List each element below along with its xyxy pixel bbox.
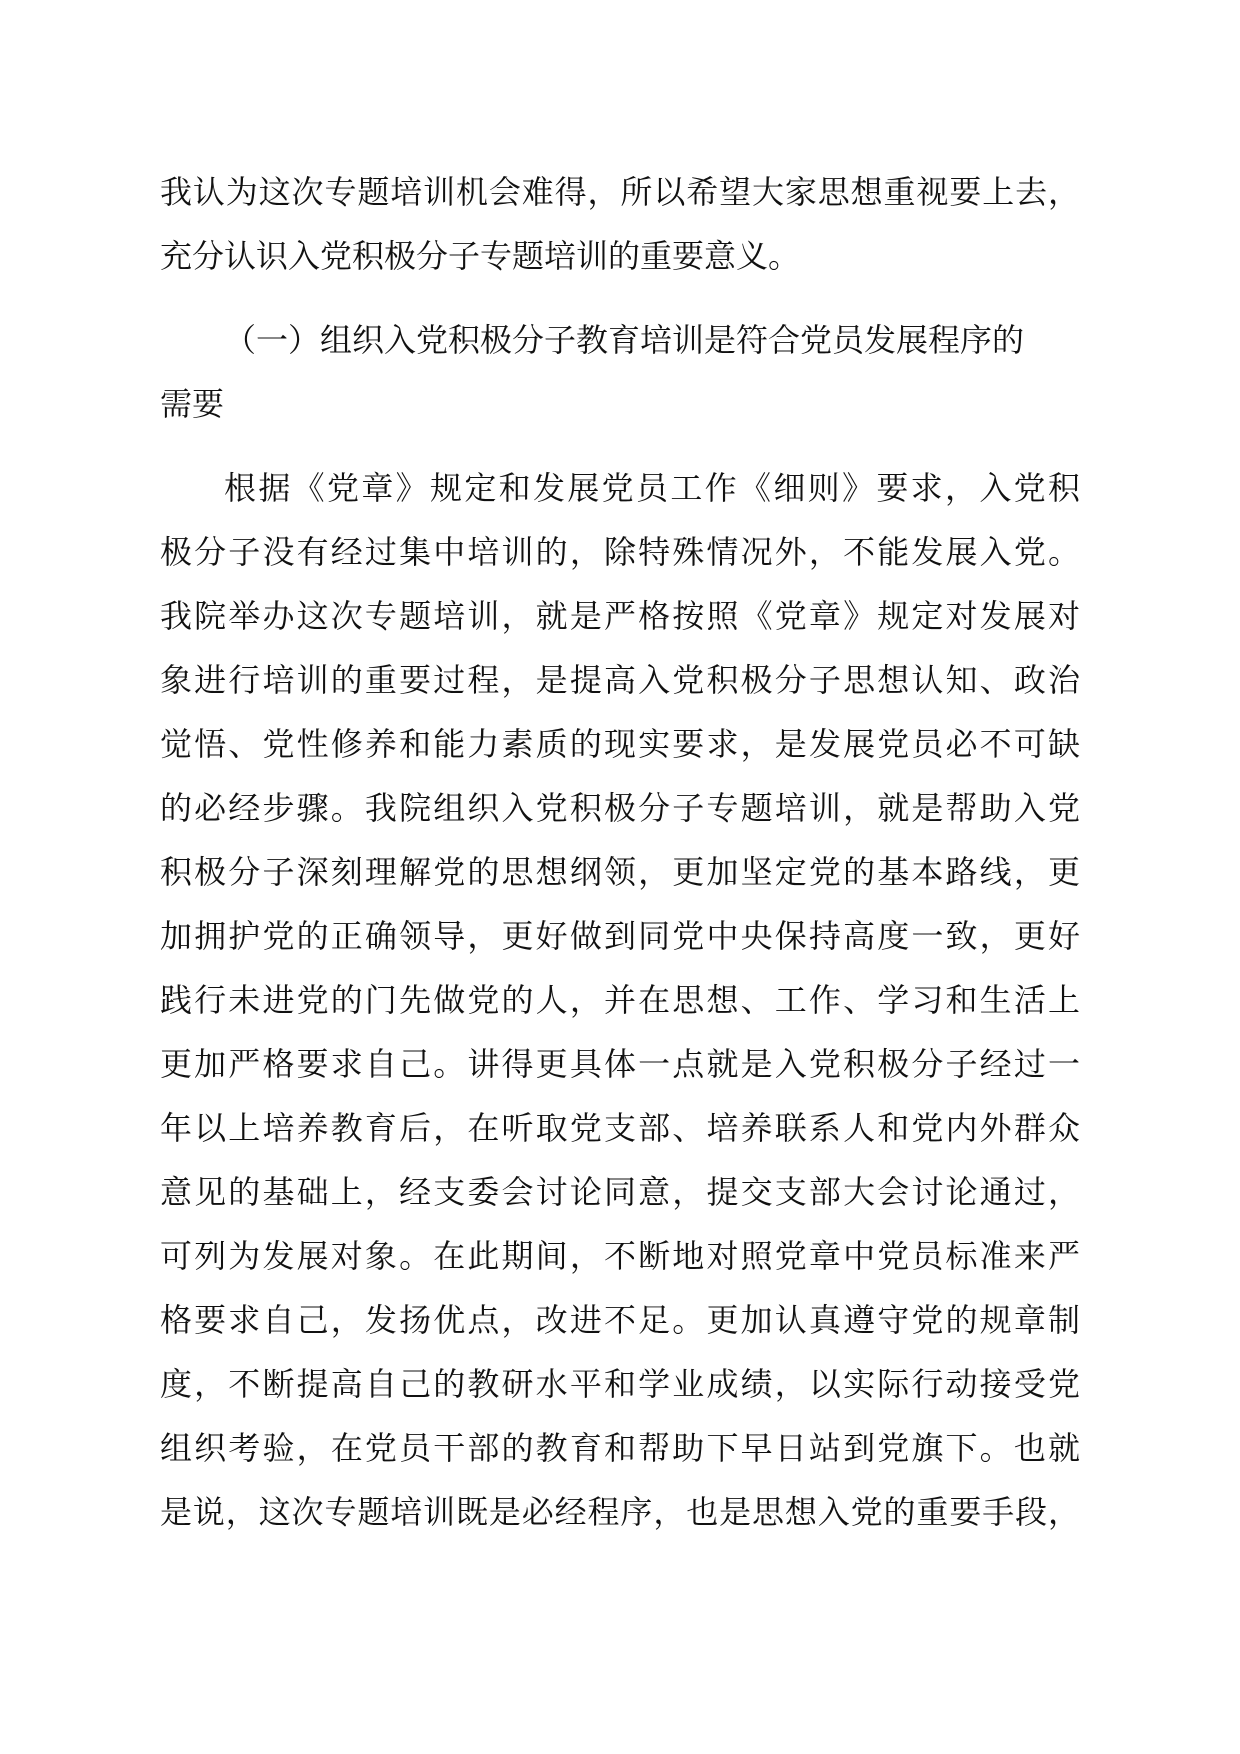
- paragraph-gap: [160, 288, 1080, 308]
- text-line: 觉悟、党性修养和能力素质的现实要求，是发展党员必不可缺: [160, 725, 1080, 763]
- section-heading: [160, 308, 1080, 436]
- text-line: 充分认识入党积极分子专题培训的重要意义。: [160, 237, 801, 275]
- text-line: 践行未进党的门先做党的人，并在思想、工作、学习和生活上: [160, 981, 1080, 1019]
- text-line: 的必经步骤。我院组织入党积极分子专题培训，就是帮助入党: [160, 789, 1080, 827]
- paragraph-body: [160, 456, 1080, 1544]
- text-line: 积极分子深刻理解党的思想纲领，更加坚定党的基本路线，更: [160, 853, 1080, 891]
- text-line: 极分子没有经过集中培训的，除特殊情况外，不能发展入党。: [160, 533, 1080, 571]
- text-line: 格要求自己，发扬优点，改进不足。更加认真遵守党的规章制: [160, 1301, 1080, 1339]
- paragraph-intro: [160, 160, 1080, 288]
- text-line: 是说，这次专题培训既是必经程序，也是思想入党的重要手段，: [160, 1493, 1080, 1531]
- text-line: 度，不断提高自己的教研水平和学业成绩，以实际行动接受党: [160, 1365, 1080, 1403]
- text-line: 年以上培养教育后，在听取党支部、培养联系人和党内外群众: [160, 1109, 1080, 1147]
- text-line: 根据《党章》规定和发展党员工作《细则》要求，入党积: [224, 469, 1080, 507]
- document-body: [160, 160, 1080, 1544]
- text-line: 可列为发展对象。在此期间，不断地对照党章中党员标准来严: [160, 1237, 1080, 1275]
- text-line: 我认为这次专题培训机会难得，所以希望大家思想重视要上去，: [160, 173, 1080, 211]
- text-line: 象进行培训的重要过程，是提高入党积极分子思想认知、政治: [160, 661, 1080, 699]
- text-line: 意见的基础上，经支委会讨论同意，提交支部大会讨论通过，: [160, 1173, 1080, 1211]
- text-line: 我院举办这次专题培训，就是严格按照《党章》规定对发展对: [160, 597, 1080, 635]
- text-line: 组织考验，在党员干部的教育和帮助下早日站到党旗下。也就: [160, 1429, 1080, 1467]
- text-line: 加拥护党的正确领导，更好做到同党中央保持高度一致，更好: [160, 917, 1080, 955]
- paragraph-gap: [160, 436, 1080, 456]
- heading-line: 需要: [160, 385, 225, 423]
- heading-line: （一）组织入党积极分子教育培训是符合党员发展程序的: [224, 321, 1025, 359]
- text-line: 更加严格要求自己。讲得更具体一点就是入党积极分子经过一: [160, 1045, 1080, 1083]
